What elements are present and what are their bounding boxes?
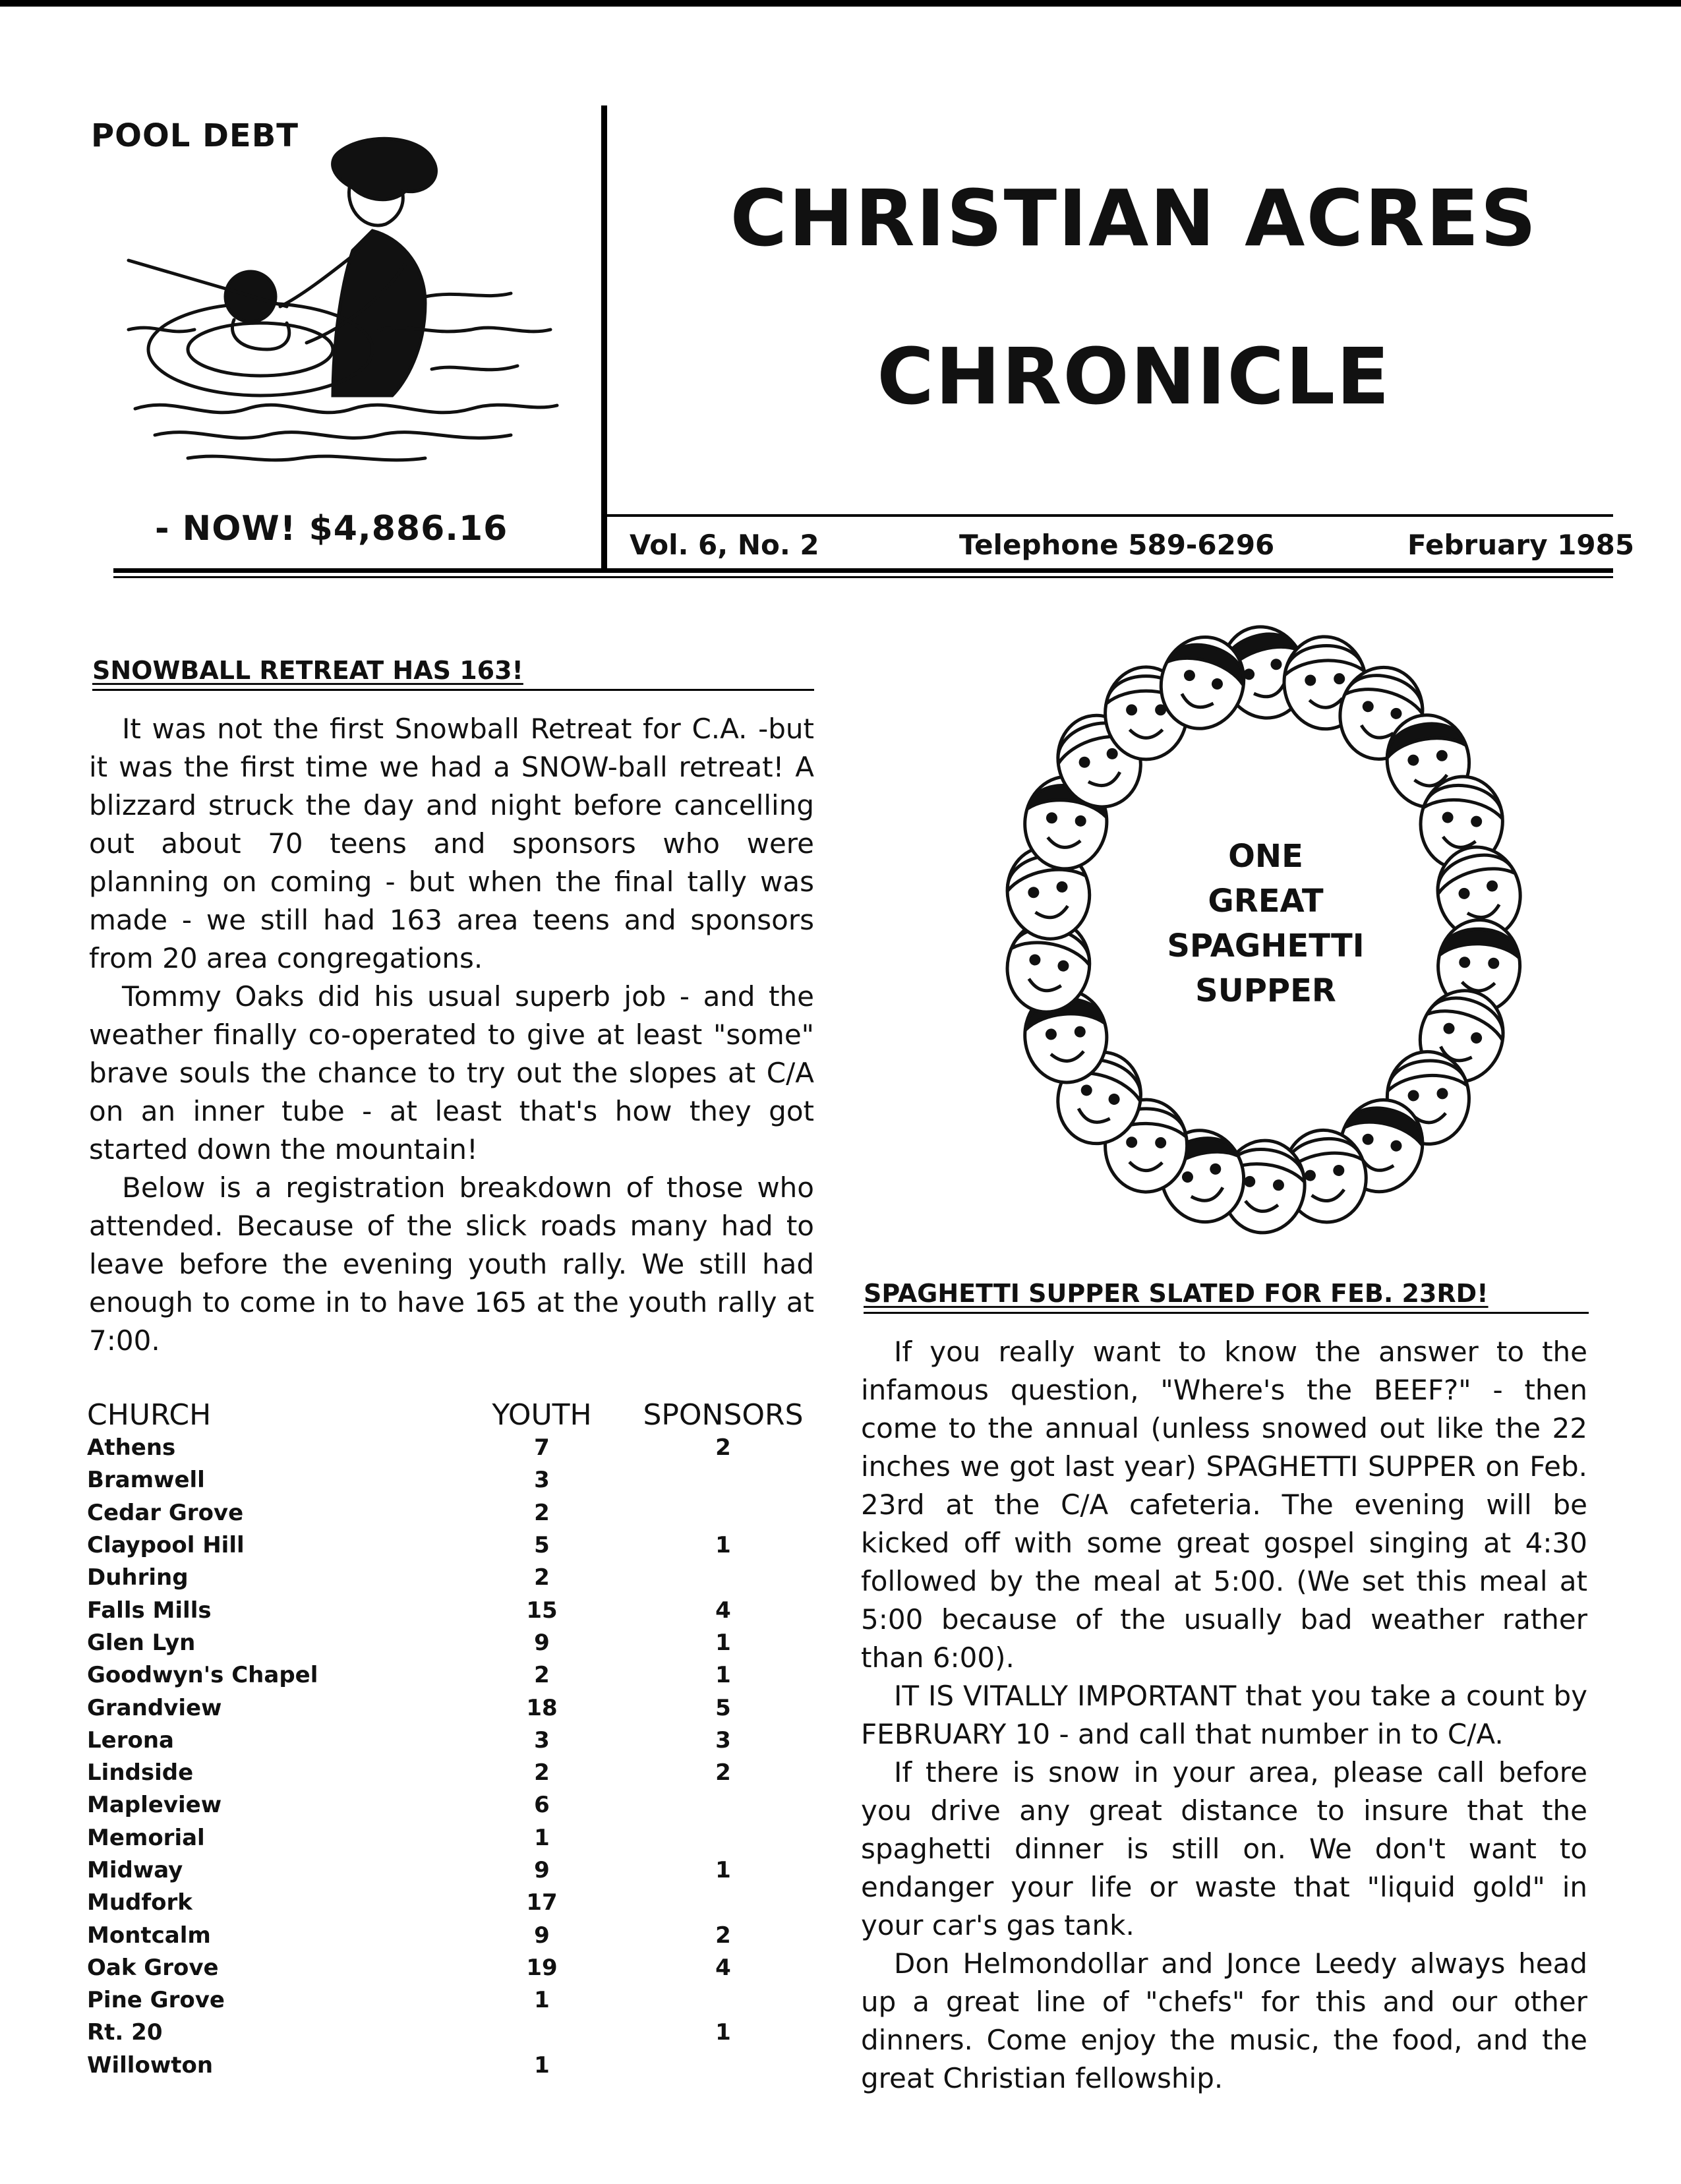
youth-cell: 2 [534,1499,550,1526]
spaghetti-article [861,1333,1587,2098]
article-paragraph: IT IS VITALLY IMPORTANT that you take a count by FEBRUARY 10 - and call that number in to C/A. [861,1680,1587,1750]
swimmer-illustration [115,132,570,475]
youth-cell: 15 [526,1597,558,1624]
church-cell: Lerona [87,1727,174,1754]
table-row [87,1497,819,1529]
table-row [87,1822,819,1854]
sponsors-cell [628,1984,819,2017]
sponsors-cell: 1 [715,1857,731,1883]
registration-table [87,1391,819,2082]
article-paragraph: It was not the first Snowball Retreat for C.A. -but it was the first time we had a SNOW-ball retreat! A blizzard struck the day and night before cancelling out about 70 teens and sponsors who were planning on coming - but when the final tally was made - we still had 163 area teens and sponsors from 20 area congregations. [89,713,814,974]
table-row [87,1594,819,1626]
church-cell: Rt. 20 [87,2019,163,2046]
church-cell: Midway [87,1857,183,1883]
sponsors-cell: 4 [715,1954,731,1981]
masthead-rule [601,514,1613,517]
table-row [87,1757,819,1789]
church-cell: Mapleview [87,1792,222,1819]
sponsors-cell [628,1497,819,1529]
telephone-number: Telephone 589-6296 [959,529,1275,561]
article-paragraph: Don Helmondollar and Jonce Leedy always head up a great line of "chefs" for this and our other dinners. Come enjoy the music, the food, and the great Christian fellowship. [861,1947,1587,2094]
church-cell: Memorial [87,1824,205,1851]
issue-date: February 1985 [1407,529,1635,561]
registration-rows [87,1432,819,2082]
masthead-rule [601,576,1613,578]
table-row [87,2017,819,2049]
graphic-text-line: SPAGHETTI [1167,928,1365,964]
youth-cell: 9 [534,1857,550,1883]
church-cell: Glen Lyn [87,1629,196,1656]
sponsors-cell: 2 [715,1922,731,1949]
table-row [87,1529,819,1562]
table-row [87,1432,819,1464]
church-cell: Cedar Grove [87,1499,244,1526]
table-row [87,1627,819,1659]
newsletter-title-line2: CHRONICLE [877,331,1391,422]
table-row [87,1919,819,1951]
volume-number: Vol. 6, No. 2 [630,529,819,561]
sponsors-cell: 2 [715,1759,731,1786]
youth-cell: 19 [526,1954,558,1981]
sponsors-cell [628,1822,819,1854]
table-row [87,1984,819,2017]
sponsors-cell: 1 [715,2019,731,2046]
masthead-rule [601,568,1613,573]
table-header-row [87,1391,819,1432]
sponsors-cell [628,2050,819,2082]
youth-cell: 1 [534,1987,550,2014]
youth-cell: 7 [534,1434,550,1461]
pool-debt-label: POOL DEBT [91,117,299,154]
youth-cell: 2 [534,1564,550,1591]
top-border-rule [0,0,1681,7]
youth-cell: 3 [534,1467,550,1494]
table-row [87,2050,819,2082]
church-column-header: CHURCH [87,1398,212,1432]
youth-cell: 9 [534,1629,550,1656]
table-row [87,1887,819,1919]
church-cell: Lindside [87,1759,194,1786]
spaghetti-headline: SPAGHETTI SUPPER SLATED FOR FEB. 23RD! [864,1279,1589,1314]
youth-cell: 2 [534,1759,550,1786]
youth-cell: 3 [534,1727,550,1754]
church-cell: Bramwell [87,1467,205,1494]
article-paragraph: Tommy Oaks did his usual superb job - and the weather finally co-operated to give at least "some" brave souls the chance to try out the slopes at C/A on an inner tube - at least that's how they got started down the mountain! [89,980,814,1166]
table-row [87,1659,819,1692]
sponsors-cell: 1 [715,1662,731,1689]
sponsors-cell: 1 [715,1629,731,1656]
spaghetti-supper-graphic-text [1147,834,1384,1013]
article-paragraph: Below is a registration breakdown of those who attended. Because of the slick roads many had to leave before the evening youth rally. We still had enough to come in to have 165 at the youth rally at 7:00. [89,1171,814,1357]
sponsors-cell: 1 [715,1532,731,1559]
church-cell: Claypool Hill [87,1532,245,1559]
masthead-rule [113,576,605,578]
sponsors-cell [628,1562,819,1594]
sponsors-cell: 5 [715,1694,731,1721]
sponsors-cell [628,1789,819,1821]
church-cell: Willowton [87,2051,214,2079]
article-paragraph: If there is snow in your area, please call before you drive any great distance to insure that the spaghetti dinner is still on. We don't want to endanger your life or waste that "liquid gold" in your car's gas tank. [861,1756,1587,1941]
youth-cell [456,2017,628,2049]
masthead-divider [601,105,607,572]
sponsors-cell: 3 [715,1727,731,1754]
youth-cell: 18 [526,1694,558,1721]
table-row [87,1725,819,1757]
youth-cell: 1 [534,2051,550,2079]
table-row [87,1464,819,1496]
table-row [87,1789,819,1821]
graphic-text-line: SUPPER [1195,972,1336,1009]
table-row [87,1952,819,1984]
table-row [87,1692,819,1724]
snowball-headline: SNOWBALL RETREAT HAS 163! [92,656,814,691]
church-cell: Oak Grove [87,1954,219,1981]
youth-cell: 2 [534,1662,550,1689]
masthead-rule [113,568,605,573]
sponsors-cell [628,1464,819,1496]
graphic-text-line: GREAT [1208,883,1324,920]
table-row [87,1562,819,1594]
church-cell: Falls Mills [87,1597,212,1624]
newsletter-title-line1: CHRISTIAN ACRES [730,173,1538,264]
church-cell: Athens [87,1434,176,1461]
church-cell: Goodwyn's Chapel [87,1662,318,1689]
youth-cell: 6 [534,1792,550,1819]
article-paragraph: If you really want to know the answer to the infamous question, "Where's the BEEF?" - then come to the annual (unless snowed out like the 22 inches we got last year) SPAGHETTI SUPPER on Feb. 23rd at the C/A cafeteria. The evening will be kicked off with some great gospel singing at 4:30 followed by the meal at 5:00. (We set this meal at 5:00 because of the usually bad weather rather than 6:00). [861,1336,1587,1674]
sponsors-cell: 2 [715,1434,731,1461]
youth-cell: 1 [534,1824,550,1851]
graphic-text-line: ONE [1228,838,1303,875]
church-cell: Mudfork [87,1889,192,1916]
youth-column-header: YOUTH [492,1398,592,1432]
youth-cell: 5 [534,1532,550,1559]
sponsors-cell: 4 [715,1597,731,1624]
church-cell: Montcalm [87,1922,211,1949]
table-row [87,1854,819,1887]
snowball-article [89,710,814,1360]
sponsors-cell [628,1887,819,1919]
church-cell: Duhring [87,1564,189,1591]
pool-debt-amount: - NOW! $4,886.16 [155,509,508,548]
sponsors-column-header: SPONSORS [643,1398,804,1432]
youth-cell: 9 [534,1922,550,1949]
youth-cell: 17 [526,1889,558,1916]
church-cell: Pine Grove [87,1987,225,2014]
church-cell: Grandview [87,1694,222,1721]
